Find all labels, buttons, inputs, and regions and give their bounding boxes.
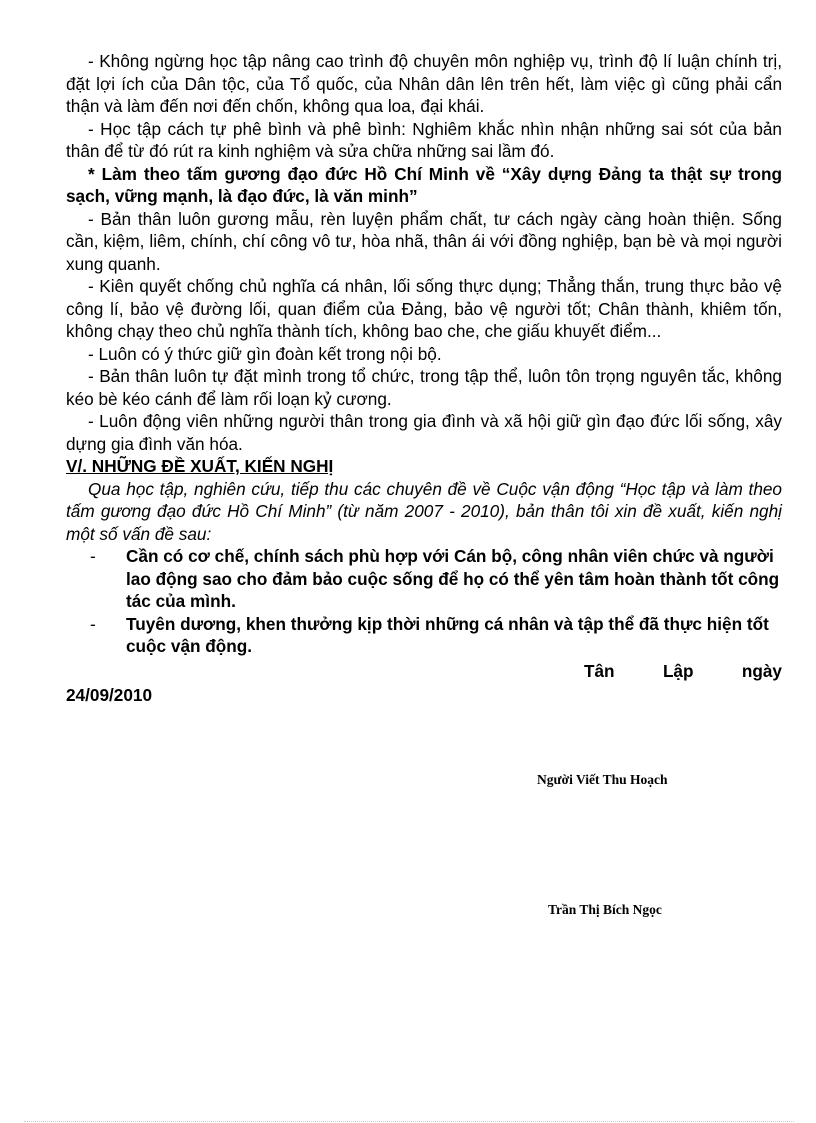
document-body [66,50,782,707]
heading-party-building: * Làm theo tấm gương đạo đức Hồ Chí Minh về “Xây dựng Đảng ta thật sự trong sạch, vững mạnh, là đạo đức, là văn minh” [66,163,782,206]
page-bottom-divider [24,1121,794,1122]
proposal-text: Tuyên dương, khen thưởng kịp thời những cá nhân và tập thể đã thực hiện tốt cuộc vận động. [126,613,769,656]
list-item [66,545,782,613]
paragraph-proposals-intro: Qua học tập, nghiên cứu, tiếp thu các chuyên đề về Cuộc vận động “Học tập và làm theo tấm gương đạo đức Hồ Chí Minh” (từ năm 2007 - 2010), bản thân tôi xin đề xuất, kiến nghị một số vấn đề sau: [66,478,782,544]
dash-bullet: - [90,613,96,634]
paragraph-exemplary: - Bản thân luôn gương mẫu, rèn luyện phẩm chất, tư cách ngày càng hoàn thiện. Sống cần, kiệm, liêm, chính, chí công vô tư, hòa nhã, thân ái với đồng nghiệp, bạn bè và mọi người xung quanh. [66,208,782,274]
signature-name: Trần Thị Bích Ngọc [548,902,662,917]
paragraph-family-culture: - Luôn động viên những người thân trong gia đình và xã hội giữ gìn đạo đức lối sống, xây dựng gia đình văn hóa. [66,411,782,454]
list-item [66,613,782,658]
paragraph-anti-individualism: - Kiên quyết chống chủ nghĩa cá nhân, lối sống thực dụng; Thẳng thắn, trung thực bảo vệ công lí, bảo vệ đường lối, quan điểm của Đảng, bảo vệ người tốt; Chân thành, khiêm tốn, không chạy theo chủ nghĩa thành tích, không bao che, che giấu khuyết điểm... [66,276,782,341]
date-word: Lập [662,660,694,681]
date-word: ngày [741,660,782,681]
paragraph-self-criticism: - Học tập cách tự phê bình và phê bình: Nghiêm khắc nhìn nhận những sai sót của bản thân để từ đó rút ra kinh nghiệm và sửa chữa những sai lầm đó. [66,118,782,161]
date-word: Tân [584,660,615,681]
paragraph-unity: - Luôn có ý thức giữ gìn đoàn kết trong nội bộ. [88,343,442,364]
proposals-list [66,545,782,658]
paragraph-discipline: - Bản thân luôn tự đặt mình trong tổ chức, trong tập thể, luôn tôn trọng nguyên tắc, không kéo bè kéo cánh để làm rối loạn kỷ cương. [66,366,782,409]
date-line [66,660,782,683]
section-heading-proposals: V/. NHỮNG ĐỀ XUẤT, KIẾN NGHỊ [66,456,334,476]
dash-bullet: - [90,546,96,566]
paragraph-study-expertise: - Không ngừng học tập nâng cao trình độ chuyên môn nghiệp vụ, trình độ lí luận chính trị, đặt lợi ích của Dân tộc, của Tổ quốc, của Nhân dân lên trên hết, làm việc gì cũng phải cẩn thận và làm đến nơi đến chốn, không qua loa, đại khái. [66,51,782,116]
date-value: 24/09/2010 [66,685,153,705]
proposal-text: Cần có cơ chế, chính sách phù hợp với Cán bộ, công nhân viên chức và người lao động sao cho đảm bảo cuộc sống để họ có thể yên tâm hoàn thành tốt công tác của mình. [126,546,780,611]
signature-title: Người Viết Thu Hoạch [537,772,668,787]
